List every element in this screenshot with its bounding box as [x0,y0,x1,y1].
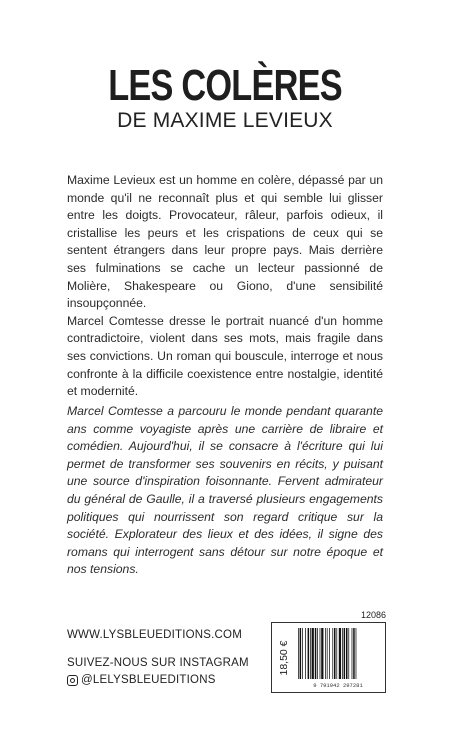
barcode-bar [315,628,317,679]
barcode-bar [339,628,341,679]
barcode-bar [334,628,336,679]
synopsis-paragraph-2: Marcel Comtesse dresse le portrait nuancé d'un homme contradictoire, violent dans ses mots, mais fragile dans ses convictions. Un roman qui bouscule, interroge et nous confronte à la difficile coexistence entre nostalgie, identité et modernité. [67,313,383,399]
price-label [276,623,292,692]
reference-code: 12086 [361,610,387,620]
barcode-bar [317,628,318,679]
barcode-bar [312,628,314,679]
barcode-bar [332,628,333,679]
barcode-bar [305,628,306,679]
barcode-bar [356,628,357,679]
barcode-bar [300,628,302,679]
instagram-icon [67,675,78,686]
barcode-bar [346,628,348,679]
barcode-bar [321,628,323,679]
barcode-bar [310,628,311,679]
barcode-bar [302,628,303,679]
barcode-bar [348,628,349,679]
author-bio [67,403,383,579]
instagram-handle-text: @LELYSBLEUEDITIONS [81,674,216,686]
barcode-box [271,622,386,693]
instagram-handle[interactable] [67,674,216,686]
barcode-bar [336,628,337,679]
barcode-bar [344,628,346,679]
book-subtitle: DE MAXIME LEVIEUX [117,109,333,132]
barcode-bar [352,628,353,679]
author-bio-text: Marcel Comtesse a parcouru le monde pendant quarante ans comme voyagiste après une carrière de libraire et comédien. Aujourd'hui, il se consacre à l'écriture qui lui permet de transformer ses souvenirs en récits, y puisant une source d'inspiration foisonnante. Fervent admirateur du général de Gaulle, il a traversé plusieurs engagements politiques qui nourrissent son regard critique sur la société. Explorateur des lieux et des idées, il signe des romans qui interrogent sans détour sur notre époque et nos tensions. [67,404,383,577]
instagram-follow-label: SUIVEZ-NOUS SUR INSTAGRAM [67,657,249,669]
price-text: 18,50 € [278,639,290,676]
isbn-digits: 9 791042 297281 [313,682,363,689]
publisher-website[interactable]: WWW.LYSBLEUEDITIONS.COM [67,629,242,641]
barcode-bar [329,628,330,679]
synopsis-paragraph-1: Maxime Levieux est un homme en colère, dépassé par un monde qu'il ne reconnaît plus et qui semble lui glisser entre les doigts. Provocateur, râleur, parfois odieux, il cristallise les peurs et les crispations de ceux qui se sentent étrangers dans leur propre pays. Mais derrière ses fulminations se cache un lecteur passionné de Molière, Shakespeare ou Giono, d'une sensibilité insoupçonnée. [67,173,383,311]
barcode-bar [342,628,343,679]
barcode-bar [308,628,310,679]
barcode-bar [327,628,328,679]
synopsis [67,172,383,401]
barcode-bar [320,628,321,679]
barcode-graphic [294,626,382,689]
barcode-bar [298,628,299,679]
barcode-bar [325,628,326,679]
barcode [294,626,382,689]
book-title: LES COLÈRES [108,61,342,110]
barcode-bar [353,628,355,679]
